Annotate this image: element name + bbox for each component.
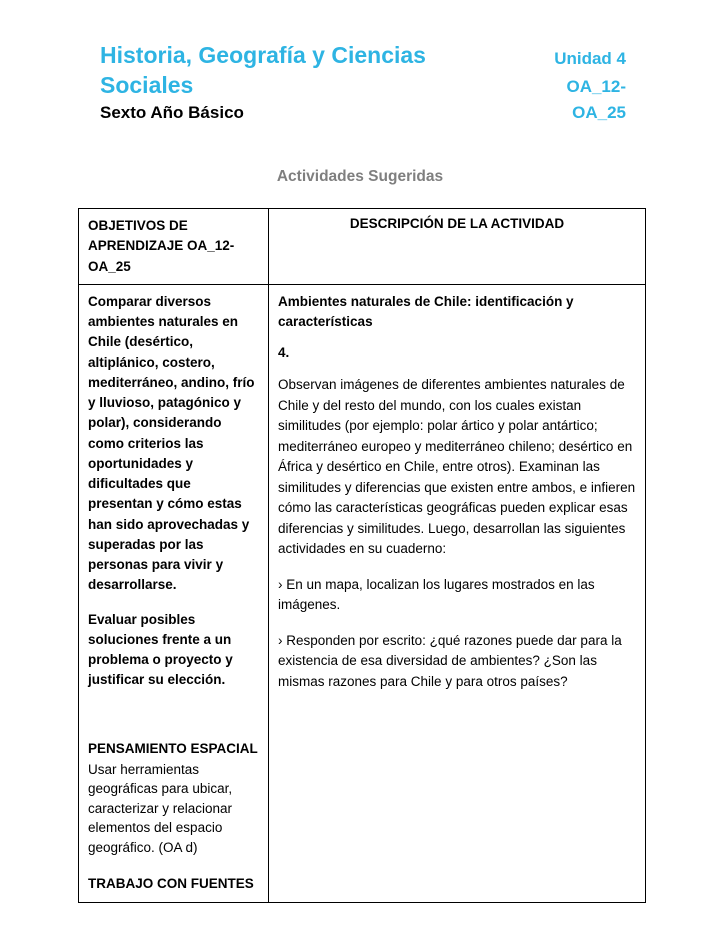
activity-bullet-map: › En un mapa, localizan los lugares mostrados en las imágenes.: [278, 576, 595, 613]
objectives-column-header: OBJETIVOS DE APRENDIZAJE OA_12-OA_25: [79, 209, 269, 285]
objectives-cell: [79, 284, 269, 902]
activity-number: 4.: [278, 345, 290, 361]
page-title: Actividades Sugeridas: [276, 168, 444, 185]
oa-code-label: OA_12-OA_25: [566, 77, 626, 122]
document-header: [0, 40, 720, 126]
objective-evaluate-text: Evaluar posibles soluciones frente a un problema o proyecto y justificar su elección.: [88, 611, 233, 688]
unit-label: Unidad 4: [554, 49, 626, 68]
work-with-sources-heading: TRABAJO CON FUENTES: [88, 875, 254, 891]
grade-label: Sexto Año Básico: [100, 103, 244, 122]
spatial-thinking-text: Usar herramientas geográficas para ubicar, caracterizar y relacionar elementos del espacio geográfico. (OA d): [88, 761, 233, 855]
activities-table: [78, 208, 646, 903]
table-body-row: [79, 284, 646, 902]
activity-title: Ambientes naturales de Chile: identificación y características: [278, 293, 574, 329]
spatial-thinking-heading: PENSAMIENTO ESPACIAL: [88, 740, 258, 756]
header-left: [100, 40, 515, 126]
objective-compare-text: Comparar diversos ambientes naturales en Chile (desértico, altiplánico, costero, mediterráneo, andino, frío y lluvioso, patagónico y polar), considerando como criterios las oportunidades y dificultades que presentan y cómo estas han sido aprovechadas y superadas por las personas para vivir y desarrollarse.: [88, 293, 255, 593]
document-title: Historia, Geografía y Ciencias Sociales: [100, 42, 426, 98]
header-right: [515, 44, 626, 126]
activity-paragraph: Observan imágenes de diferentes ambientes naturales de Chile y del resto del mundo, con los cuales existan similitudes (por ejemplo: polar ártico y polar antártico; mediterráneo europeo y mediterráneo chileno; desértico en África y desértico en Chile, entre otros). Examinan las similitudes y diferencias que existen entre ambos, e infieren cómo las características geográficas pueden explicar esas diferencias y similitudes. Luego, desarrollan las siguientes actividades en su cuaderno:: [278, 377, 636, 557]
table-header-row: [79, 209, 646, 285]
description-column-header: DESCRIPCIÓN DE LA ACTIVIDAD: [269, 209, 646, 285]
activity-bullet-write: › Responden por escrito: ¿qué razones puede dar para la existencia de esa diversidad de ambientes? ¿Son las mismas razones para Chile y para otros países?: [278, 632, 622, 689]
activity-description-cell: [269, 284, 646, 902]
